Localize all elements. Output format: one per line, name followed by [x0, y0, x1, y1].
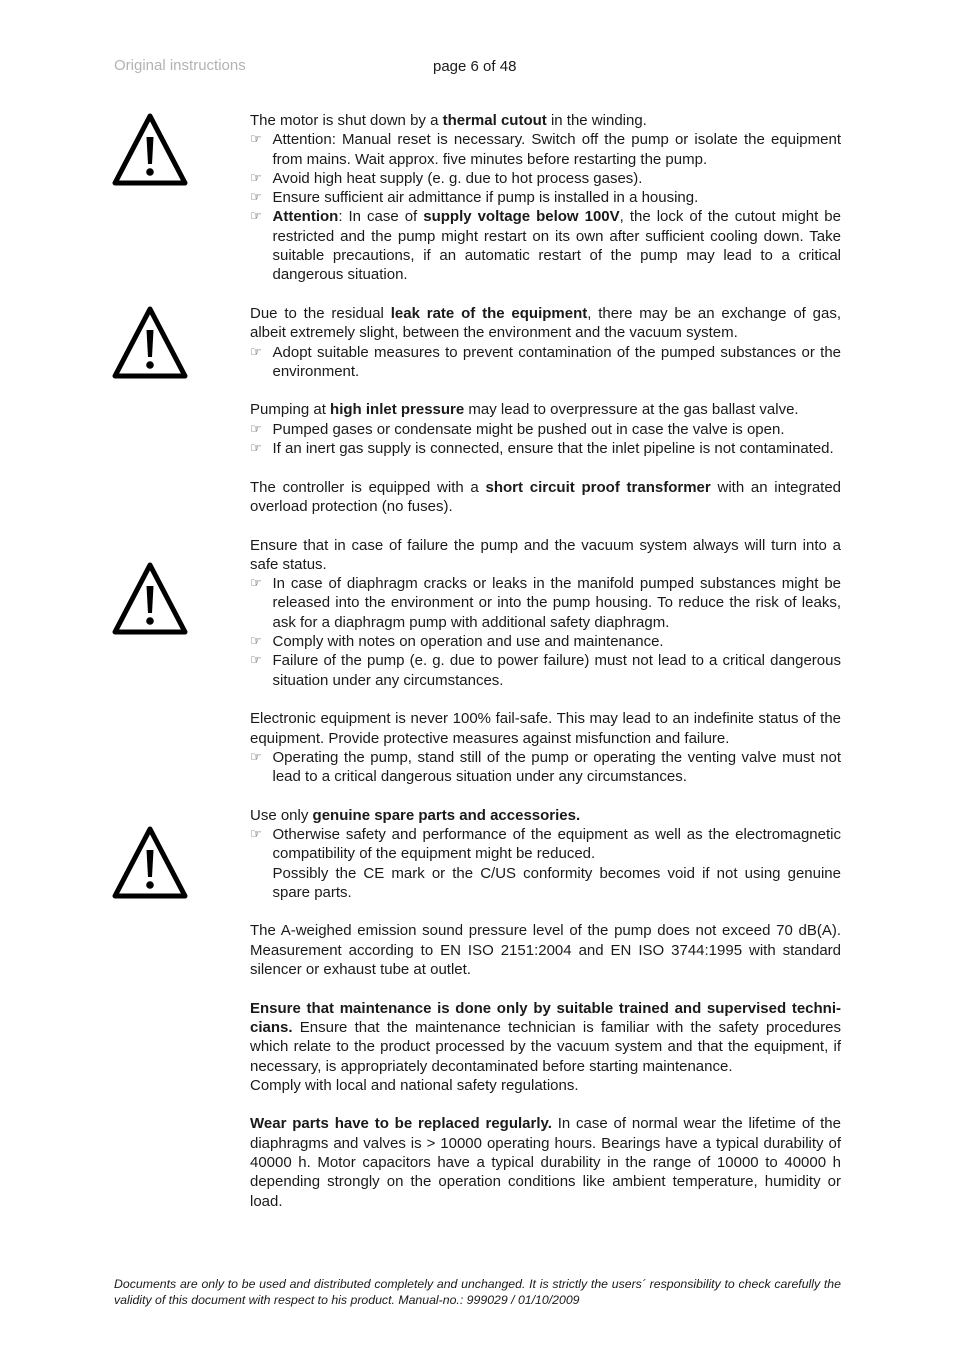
main-content: [250, 111, 841, 1211]
pointing-hand-icon: ☞: [250, 653, 262, 669]
paragraph: Ensure that maintenance is done only by suitable trained and supervised technicians. Ensure that the maintenance technician is familiar with the safety procedures which relate to the product processed by the vacuum system and that the equipment, if necessary, is appropriately decontaminated before starting maintenance.: [250, 999, 841, 1075]
pointing-hand-icon: ☞: [250, 209, 262, 225]
paragraph: Comply with local and national safety regulations.: [250, 1076, 579, 1094]
paragraph: Pumping at high inlet pressure may lead to overpressure at the gas ballast valve.: [250, 401, 799, 419]
paragraph: Electronic equipment is never 100% fail-safe. This may lead to an indefinite status of the equipment. Provide protective measures against misfunction and failure.: [250, 710, 841, 747]
list-item: ☞ Pumped gases or condensate might be pushed out in case the valve is open.: [250, 420, 785, 438]
pointing-hand-icon: ☞: [250, 344, 262, 360]
paragraph: The A-weighed emission sound pressure level of the pump does not exceed 70 dB(A). Measurement according to EN ISO 2151:2004 and EN ISO 3744:1995 with standard silencer or exhaust tube at outlet.: [250, 922, 841, 979]
paragraph: Due to the residual leak rate of the equipment, there may be an exchange of gas, albeit extremely slight, between the environment and the vacuum system.: [250, 304, 842, 342]
pointing-hand-icon: ☞: [250, 826, 262, 842]
warning-triangle-icon: [112, 111, 188, 187]
pointing-hand-icon: ☞: [250, 576, 262, 592]
list-item: ☞ Attention: Manual reset is necessary. Switch off the pump or isolate the equipment from mains. Wait approx. five minutes before restarting the pump.: [250, 131, 841, 168]
pointing-hand-icon: ☞: [250, 170, 262, 186]
pointing-hand-icon: ☞: [250, 441, 262, 457]
list-item: ☞ Failure of the pump (e. g. due to power failure) must not lead to a critical dangerous situation under any circumstances.: [250, 652, 841, 689]
warning-triangle-icon: [112, 824, 188, 900]
list-item: ☞ If an inert gas supply is connected, ensure that the inlet pipeline is not contaminated.: [250, 440, 834, 458]
list-item: ☞ Attention: In case of supply voltage below 100V, the lock of the cutout might be restricted and the pump might restart on its own after sufficient cooling down. Take suitable precautions, if an automatic restart of the pump may lead to a critical dangerous situation.: [250, 208, 841, 284]
pointing-hand-icon: ☞: [250, 749, 262, 765]
list-item: ☞ Adopt suitable measures to prevent contamination of the pumped substances or the environment.: [250, 343, 841, 380]
pointing-hand-icon: ☞: [250, 421, 262, 437]
pointing-hand-icon: ☞: [250, 132, 262, 148]
paragraph: Wear parts have to be replaced regularly. In case of normal wear the lifetime of the diaphragms and valves is > 10000 operating hours. Bearings have a typical durability of 40000 h. Motor capacitors have a typical durability in the range of 10000 to 40000 h depending strongly on the operation conditions like ambient temperature, humidity or load.: [250, 1115, 841, 1210]
paragraph: The controller is equipped with a short circuit proof transformer with an integrated overload protection (no fuses).: [250, 478, 842, 515]
pointing-hand-icon: ☞: [250, 634, 262, 650]
paragraph: Ensure that in case of failure the pump and the vacuum system always will turn into a safe status.: [250, 536, 841, 573]
warning-triangle-icon: [112, 304, 188, 380]
list-item-continuation: Possibly the CE mark or the C/US conformity becomes void if not using genuine spare parts.: [272, 864, 841, 901]
header-original-instructions: Original instructions: [114, 57, 246, 74]
list-item: ☞ Avoid high heat supply (e. g. due to hot process gases).: [250, 169, 643, 187]
warning-triangle-icon: [112, 560, 188, 636]
list-item: ☞ In case of diaphragm cracks or leaks in the manifold pumped substances might be released into the environment or into the pump housing. To reduce the risk of leaks, ask for a diaphragm pump with additional safety diaphragm.: [250, 575, 841, 631]
footer-disclaimer: Documents are only to be used and distributed completely and unchanged. It is strictly the users´ responsibility to check carefully the validity of this document with respect to his product. Manual-no.: 999029 / 01/10/2009: [114, 1277, 841, 1307]
pointing-hand-icon: ☞: [250, 190, 262, 206]
list-item: ☞ Otherwise safety and performance of the equipment as well as the electromagnetic compatibility of the equipment might be reduced.: [250, 825, 841, 863]
list-item: ☞ Operating the pump, stand still of the pump or operating the venting valve must not lead to a critical dangerous situation under any circumstances.: [250, 748, 841, 786]
list-item: ☞ Ensure sufficient air admittance if pump is installed in a housing.: [250, 189, 699, 207]
page-number: page 6 of 48: [433, 58, 517, 75]
list-item: ☞ Comply with notes on operation and use and maintenance.: [250, 633, 664, 651]
paragraph: Use only genuine spare parts and accessories.: [250, 806, 581, 824]
paragraph: The motor is shut down by a thermal cutout in the winding.: [250, 112, 647, 129]
